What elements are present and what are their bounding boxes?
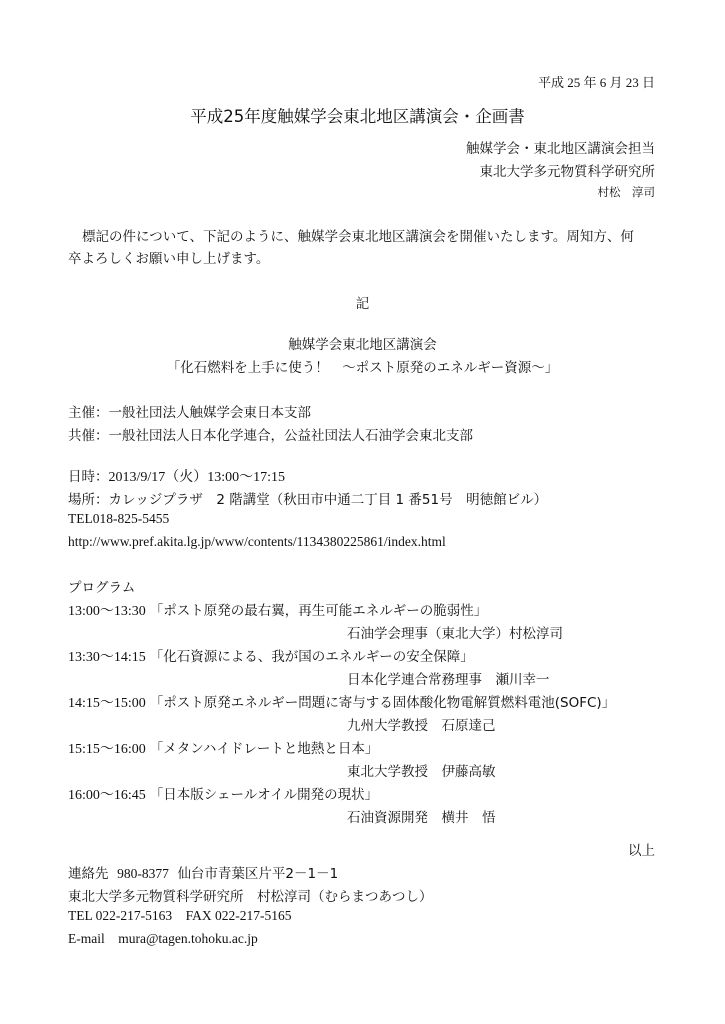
contact-label: 連絡先 xyxy=(68,866,109,882)
sender-affiliation: 東北大学多元物質科学研究所 xyxy=(479,164,655,180)
program-item xyxy=(68,737,378,758)
program-time: 16:00～16:45 xyxy=(68,788,146,803)
program-title: 「ポスト原発エネルギー問題に寄与する固体酸化物電解質燃料電池(SOFC)」 xyxy=(149,695,616,711)
email-address[interactable]: mura@tagen.tohoku.ac.jp xyxy=(118,931,258,946)
event-venue: 場所：カレッジプラザ 2 階講堂（秋田市中通二丁目 1 番51号 明徳館ビル） xyxy=(68,492,548,508)
intro-paragraph-line-1: 標記の件について、下記のように、触媒学会東北地区講演会を開催いたします。周知方、何 xyxy=(82,229,634,245)
program-title: 「ポスト原発の最右翼，再生可能エネルギーの脆弱性」 xyxy=(149,603,488,619)
program-speaker: 九州大学教授 石原達己 xyxy=(347,718,496,734)
contact-affiliation: 東北大学多元物質科学研究所 村松淳司（むらまつあつし） xyxy=(68,889,433,905)
contact-tel: TEL 022-217-5163 xyxy=(68,908,173,923)
program-title: 「メタンハイドレートと地熱と日本」 xyxy=(149,741,379,757)
sender-name: 村松 淳司 xyxy=(597,185,655,199)
program-item xyxy=(68,691,615,712)
program-item xyxy=(68,599,487,620)
program-time: 13:30～14:15 xyxy=(68,650,146,665)
event-name: 触媒学会東北地区講演会 xyxy=(288,337,437,353)
program-item xyxy=(68,783,378,804)
venue-url[interactable]: http://www.pref.akita.lg.jp/www/contents/1134380225861/index.html xyxy=(68,534,446,549)
program-speaker: 石油資源開発 横井 悟 xyxy=(347,810,496,826)
closing-mark: 以上 xyxy=(628,843,655,859)
venue-tel: TEL018-825-5455 xyxy=(68,511,170,526)
program-heading: プログラム xyxy=(68,580,136,596)
contact-postal: 980-8377 xyxy=(117,866,169,881)
program-speaker: 日本化学連合常務理事 瀬川幸一 xyxy=(347,672,550,688)
email-label: E-mail xyxy=(68,931,105,946)
contact-street: 仙台市青葉区片平2－1－1 xyxy=(177,866,339,882)
ki-heading: 記 xyxy=(355,296,370,312)
program-speaker: 東北大学教授 伊藤高敏 xyxy=(347,764,496,780)
contact-phone xyxy=(68,908,291,924)
program-time: 13:00～13:30 xyxy=(68,604,146,619)
datetime-label: 日時： xyxy=(68,469,109,485)
datetime-value: 2013/9/17（火）13:00～17:15 xyxy=(108,470,286,485)
intro-paragraph-line-2: 卒よろしくお願い申し上げます。 xyxy=(68,251,270,267)
program-title: 「日本版シェールオイル開発の現状」 xyxy=(149,787,379,803)
cohost-organizer: 共催：一般社団法人日本化学連合，公益社団法人石油学会東北支部 xyxy=(68,428,473,444)
document-title: 平成25年度触媒学会東北地区講演会・企画書 xyxy=(190,107,525,126)
sender-role: 触媒学会・東北地区講演会担当 xyxy=(466,141,655,157)
program-item xyxy=(68,645,474,666)
program-time: 15:15～16:00 xyxy=(68,742,146,757)
event-datetime xyxy=(68,465,285,486)
contact-fax: FAX 022-217-5165 xyxy=(185,908,292,923)
program-time: 14:15～15:00 xyxy=(68,696,146,711)
contact-address xyxy=(68,862,338,882)
document-date: 平成 25 年 6 月 23 日 xyxy=(537,75,655,90)
program-title: 「化石資源による、我が国のエネルギーの安全保障」 xyxy=(149,649,474,665)
host-organizer: 主催：一般社団法人触媒学会東日本支部 xyxy=(68,405,311,421)
event-subtitle: 「化石燃料を上手に使う！ ～ポスト原発のエネルギー資源～」 xyxy=(166,360,559,376)
contact-email-line xyxy=(68,931,258,947)
program-speaker: 石油学会理事（東北大学）村松淳司 xyxy=(347,626,563,642)
